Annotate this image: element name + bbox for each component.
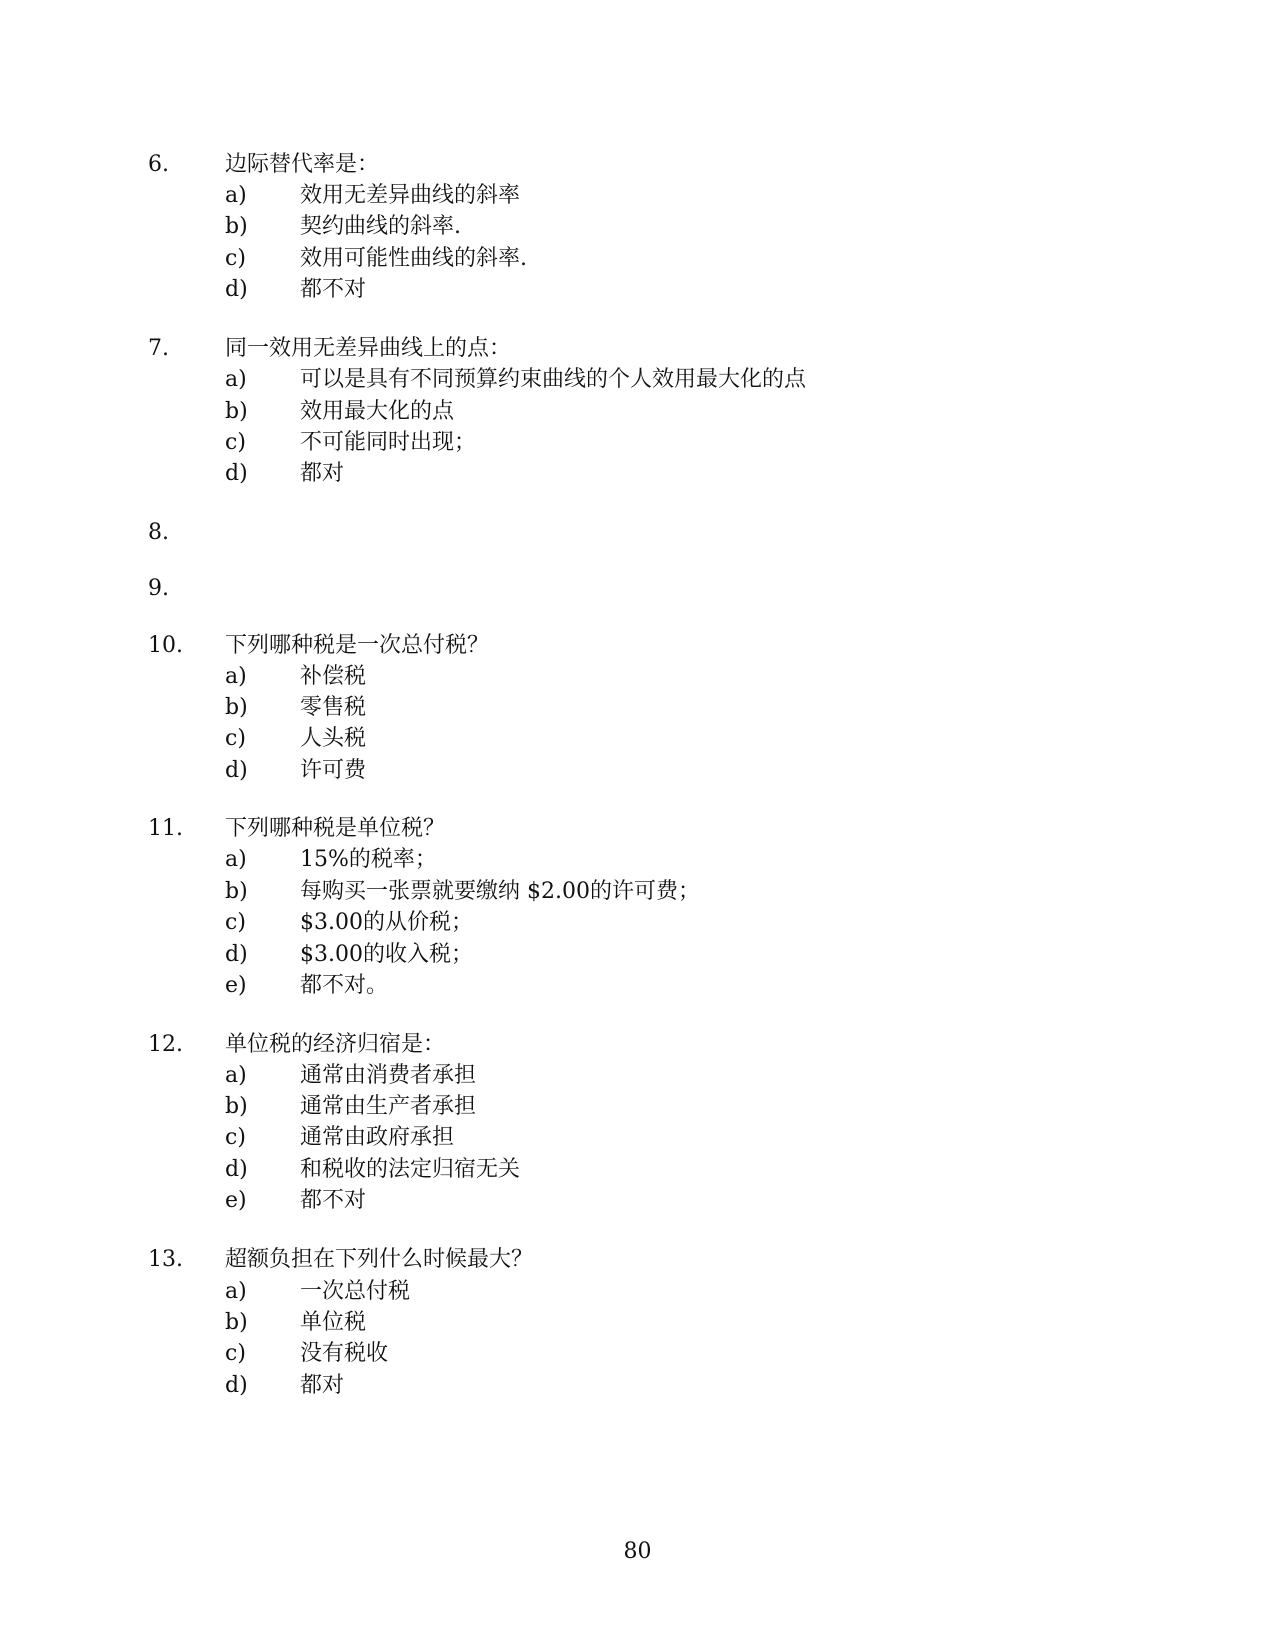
- question-number: 13.: [148, 1247, 183, 1272]
- option-letter: e): [225, 1188, 247, 1213]
- question-number: 12.: [148, 1032, 183, 1057]
- option-text: 通常由消费者承担: [300, 1063, 477, 1088]
- option-letter: d): [225, 942, 248, 967]
- option-letter: a): [225, 183, 247, 208]
- option-letter: b): [225, 399, 248, 424]
- option-text: 补偿税: [300, 664, 367, 689]
- option-letter: b): [225, 879, 248, 904]
- option-letter: a): [225, 664, 247, 689]
- option-letter: c): [225, 1341, 246, 1366]
- question-stem: 下列哪种税是一次总付税？: [225, 633, 490, 658]
- option-letter: a): [225, 367, 247, 392]
- question-number: 6.: [148, 152, 169, 177]
- option-letter: c): [225, 430, 246, 455]
- option-text: 不可能同时出现；: [300, 430, 477, 455]
- option-text: 都不对。: [300, 973, 389, 998]
- option-text: 都不对: [300, 277, 367, 302]
- option-text: 15%的税率；: [300, 847, 437, 872]
- option-text: 效用无差异曲线的斜率: [300, 183, 521, 208]
- question-number: 10.: [148, 633, 183, 658]
- option-letter: d): [225, 461, 248, 486]
- question-stem: 单位税的经济归宿是：: [225, 1032, 446, 1057]
- option-letter: b): [225, 695, 248, 720]
- question-stem: 下列哪种税是单位税？: [225, 816, 446, 841]
- option-text: 通常由政府承担: [300, 1125, 455, 1150]
- option-letter: d): [225, 758, 248, 783]
- option-letter: d): [225, 277, 248, 302]
- option-text: 许可费: [300, 758, 367, 783]
- question-stem: 超额负担在下列什么时候最大？: [225, 1247, 534, 1272]
- option-text: 和税收的法定归宿无关: [300, 1157, 521, 1182]
- option-text: $3.00的收入税；: [300, 942, 473, 967]
- option-letter: b): [225, 1094, 248, 1119]
- option-letter: b): [225, 214, 248, 239]
- option-text: 一次总付税: [300, 1279, 411, 1304]
- option-text: 通常由生产者承担: [300, 1094, 477, 1119]
- option-letter: c): [225, 910, 246, 935]
- option-text: 人头税: [300, 726, 367, 751]
- option-letter: c): [225, 1125, 246, 1150]
- page-number: 80: [623, 1539, 652, 1564]
- option-text: 都不对: [300, 1188, 367, 1213]
- option-letter: e): [225, 973, 247, 998]
- option-letter: c): [225, 246, 246, 271]
- option-letter: d): [225, 1373, 248, 1398]
- question-stem: 边际替代率是：: [225, 152, 380, 177]
- question-number: 7.: [148, 336, 169, 361]
- option-text: 没有税收: [300, 1341, 389, 1366]
- question-stem: 同一效用无差异曲线上的点：: [225, 336, 512, 361]
- option-text: $3.00的从价税；: [300, 910, 473, 935]
- option-text: 可以是具有不同预算约束曲线的个人效用最大化的点: [300, 367, 807, 392]
- option-letter: c): [225, 726, 246, 751]
- option-text: 效用最大化的点: [300, 399, 455, 424]
- question-number: 8.: [148, 520, 169, 545]
- option-text: 都对: [300, 461, 345, 486]
- option-text: 单位税: [300, 1310, 367, 1335]
- option-text: 效用可能性曲线的斜率.: [300, 246, 527, 271]
- option-letter: a): [225, 1063, 247, 1088]
- option-letter: a): [225, 1279, 247, 1304]
- option-text: 契约曲线的斜率.: [300, 214, 461, 239]
- option-text: 都对: [300, 1373, 345, 1398]
- question-number: 9.: [148, 576, 169, 601]
- option-letter: a): [225, 847, 247, 872]
- option-text: 每购买一张票就要缴纳 $2.00的许可费；: [300, 879, 700, 904]
- option-letter: d): [225, 1157, 248, 1182]
- option-text: 零售税: [300, 695, 367, 720]
- question-number: 11.: [148, 816, 183, 841]
- option-letter: b): [225, 1310, 248, 1335]
